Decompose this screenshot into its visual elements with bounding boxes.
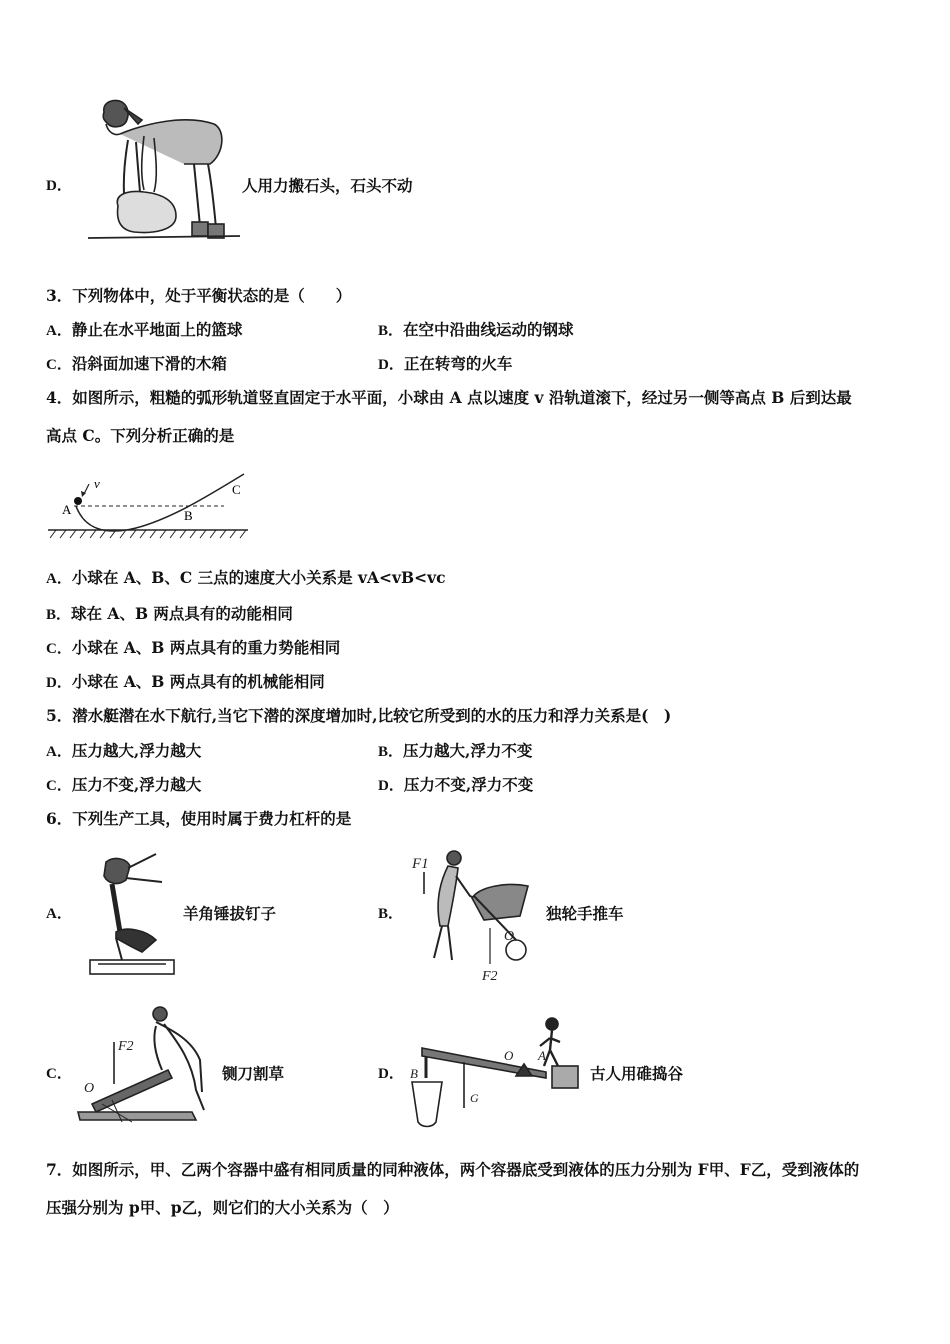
- q5-option-b: [378, 741, 532, 762]
- option-letter: B．: [46, 607, 72, 623]
- label-v: v: [94, 476, 100, 491]
- option-text: 球在 A、B 两点具有的动能相同: [71, 604, 293, 623]
- option-letter: A．: [46, 323, 72, 339]
- q5-option-a: [46, 741, 201, 762]
- option-letter: D．: [46, 178, 72, 194]
- label-c: C: [232, 482, 241, 497]
- option-letter: C．: [46, 778, 72, 794]
- ball: [74, 497, 82, 505]
- label-f1: F1: [412, 856, 429, 872]
- label-o: O: [504, 929, 515, 944]
- option-letter: D．: [378, 357, 404, 373]
- option-text: 人用力搬石头，石头不动: [242, 176, 413, 195]
- option-letter: B．: [378, 744, 404, 760]
- q6-option-d-letter: D．: [378, 1066, 404, 1082]
- label-o: O: [84, 1081, 95, 1096]
- option-text: 在空中沿曲线运动的钢球: [403, 320, 574, 339]
- label-a: A: [538, 1048, 546, 1063]
- track-curve: [76, 474, 244, 531]
- option-text: 静止在水平地面上的篮球: [71, 320, 243, 339]
- label-b: B: [184, 508, 193, 523]
- q6-option-a-letter: A．: [46, 906, 72, 922]
- option-letter: C．: [46, 357, 72, 373]
- ground-hatch: [50, 530, 246, 538]
- q2-option-d: [0, 90, 950, 260]
- option-letter: D．: [378, 778, 404, 794]
- person-lifting-stone-figure: [84, 94, 244, 250]
- option-text: 正在转弯的火车: [403, 354, 513, 373]
- q6-option-d-text: 古人用碓捣谷: [590, 1064, 684, 1083]
- q3-option-b: [378, 320, 574, 341]
- label-g: G: [470, 1091, 479, 1105]
- label-f2: F2: [118, 1039, 134, 1054]
- question-4-stem-line1: 4．如图所示，粗糙的弧形轨道竖直固定于水平面，小球由 A 点以速度 v 沿轨道滚下，经过另一侧等高点 B 后到达最: [46, 388, 852, 407]
- q5-option-d: [378, 775, 533, 796]
- q4-option-b: [46, 604, 293, 625]
- q6-option-b-text: 独轮手推车: [546, 904, 624, 923]
- question-3-stem: 3．下列物体中，处于平衡状态的是（ ）: [46, 286, 352, 305]
- option-text: 压力不变,浮力越大: [71, 775, 202, 794]
- option-letter: A．: [46, 571, 72, 587]
- option-text: 压力越大,浮力越大: [71, 741, 202, 760]
- pestle-lever-figure: [406, 1016, 582, 1132]
- claw-hammer-figure: [86, 852, 182, 982]
- option-text: 小球在 A、B、C 三点的速度大小关系是 vA<vB<vc: [71, 568, 446, 587]
- curved-track-figure: [44, 470, 254, 546]
- q3-option-c: [46, 354, 227, 375]
- label-a: A: [62, 502, 72, 517]
- q6-option-c-letter: C．: [46, 1066, 72, 1082]
- question-4-stem-line2: 高点 C。下列分析正确的是: [46, 426, 235, 445]
- question-7-stem-line2: 压强分别为 p甲、p乙，则它们的大小关系为（ ）: [46, 1198, 399, 1217]
- option-text: 沿斜面加速下滑的木箱: [71, 354, 227, 373]
- hay-cutter-figure: [72, 1000, 218, 1128]
- option-letter: D．: [46, 675, 72, 691]
- q3-option-d: [378, 354, 512, 375]
- q3-option-a: [46, 320, 242, 341]
- option-letter: A．: [46, 744, 72, 760]
- q6-option-b-letter: B．: [378, 906, 404, 922]
- option-text: 压力越大,浮力不变: [403, 741, 533, 760]
- q5-option-c: [46, 775, 201, 796]
- question-6-stem: 6．下列生产工具，使用时属于费力杠杆的是: [46, 809, 352, 828]
- label-o: O: [504, 1048, 514, 1063]
- option-text: 小球在 A、B 两点具有的机械能相同: [71, 672, 325, 691]
- q6-option-c-text: 铡刀割草: [222, 1064, 285, 1083]
- option-text: 压力不变,浮力不变: [403, 775, 534, 794]
- option-letter: B．: [378, 323, 404, 339]
- q4-option-d: [46, 672, 325, 693]
- label-b: B: [410, 1066, 418, 1081]
- label-f2: F2: [482, 969, 498, 984]
- wheelbarrow-figure: [408, 846, 542, 986]
- option-letter: C．: [46, 641, 72, 657]
- q4-option-a: [46, 568, 446, 589]
- question-5-stem: 5．潜水艇潜在水下航行,当它下潜的深度增加时,比较它所受到的水的压力和浮力关系是( ): [46, 706, 672, 725]
- q4-option-c: [46, 638, 340, 659]
- q6-option-a-text: 羊角锤拔钉子: [183, 904, 277, 923]
- question-7-stem-line1: 7．如图所示，甲、乙两个容器中盛有相同质量的同种液体，两个容器底受到液体的压力分别为 F甲、F乙，受到液体的: [46, 1160, 860, 1179]
- option-text: 小球在 A、B 两点具有的重力势能相同: [71, 638, 341, 657]
